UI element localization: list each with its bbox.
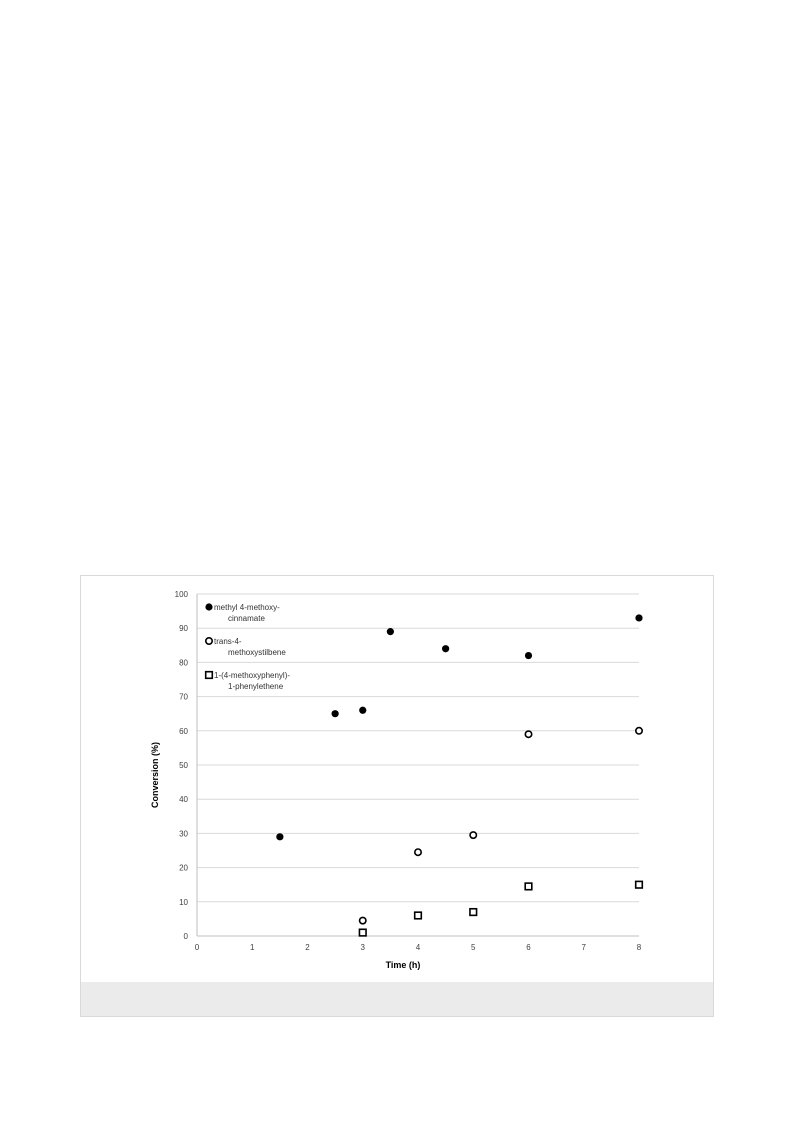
axes	[175, 590, 642, 952]
series-1-point	[276, 833, 283, 840]
series-2-point	[525, 731, 531, 737]
x-tick-label: 3	[360, 943, 365, 952]
series-2-point	[636, 728, 642, 734]
x-tick-label: 8	[636, 943, 642, 952]
legend-label	[214, 603, 280, 623]
series-3-point	[470, 909, 477, 916]
series-3-point	[525, 883, 532, 890]
y-tick-label: 30	[179, 829, 188, 839]
series-3-point	[359, 929, 366, 936]
series-1-point	[387, 628, 394, 635]
gridlines	[197, 594, 639, 936]
x-tick-label: 7	[581, 943, 586, 952]
y-tick-label: 60	[179, 726, 188, 736]
legend-marker	[206, 672, 213, 679]
y-tick-label: 100	[174, 590, 188, 599]
chart-container	[80, 575, 714, 1017]
series-3-point	[415, 912, 422, 919]
legend	[205, 603, 290, 691]
x-tick-label: 1	[250, 943, 255, 952]
series-2-point	[470, 832, 476, 838]
legend-label-line: trans-4-	[214, 637, 242, 646]
series-1-point	[359, 707, 366, 714]
series-1-point	[332, 710, 339, 717]
legend-marker	[206, 638, 212, 644]
y-tick-label: 20	[179, 863, 188, 873]
y-tick-label: 10	[179, 897, 188, 907]
legend-label-line: methyl 4-methoxy-	[214, 603, 280, 612]
legend-label-line: 1-(4-methoxyphenyl)-	[214, 671, 291, 680]
series-1-point	[635, 614, 642, 621]
x-tick-label: 0	[194, 943, 200, 952]
chart-footer-band	[81, 982, 713, 1016]
series-2-point	[415, 849, 421, 855]
scatter-chart	[81, 576, 715, 1018]
legend-entry	[206, 637, 287, 657]
series-3-point	[636, 881, 643, 888]
y-tick-label: 70	[179, 692, 188, 702]
legend-label	[214, 637, 286, 657]
series-2-point	[360, 917, 366, 923]
series-1-point	[525, 652, 532, 659]
x-tick-label: 4	[415, 943, 421, 952]
x-axis-title: Time (h)	[385, 960, 421, 970]
y-tick-label: 0	[183, 932, 188, 941]
legend-marker	[205, 603, 212, 610]
y-tick-label: 40	[179, 795, 188, 805]
series-1-point	[442, 645, 449, 652]
legend-label-line: 1-phenylethene	[228, 682, 284, 691]
y-tick-label: 80	[179, 658, 188, 668]
x-tick-label: 6	[526, 943, 531, 952]
x-tick-label: 2	[305, 943, 310, 952]
legend-entry	[206, 671, 291, 691]
y-tick-label: 50	[179, 761, 188, 770]
x-tick-label: 5	[471, 943, 476, 952]
legend-label	[214, 671, 290, 691]
legend-label-line: methoxystilbene	[228, 648, 286, 657]
y-axis-title: Conversion (%)	[150, 741, 160, 809]
legend-entry	[205, 603, 280, 623]
y-tick-label: 90	[179, 624, 188, 634]
legend-label-line: cinnamate	[228, 614, 265, 623]
